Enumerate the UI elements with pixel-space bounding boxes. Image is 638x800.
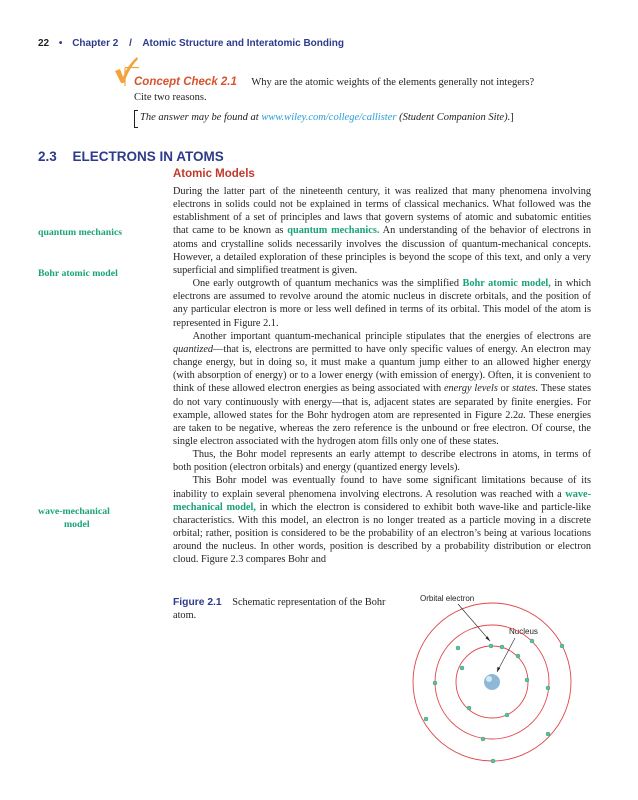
electron	[433, 681, 437, 685]
electron	[525, 678, 529, 682]
concept-check-answer	[140, 112, 514, 123]
p1-text-cont: An understanding of the behavior of electrons in atoms and crystalline solids necessarily involves the discussion of quantum-mechanical concepts. However, a detailed exploration of these principles is beyond the scope of this text, and only a very superficial and simplified treatment is given.	[173, 225, 592, 276]
keyword-quantum-mechanics: quantum mechanics.	[287, 225, 380, 237]
paragraph-3	[173, 330, 591, 448]
label-orbital-electron: Orbital electron	[420, 594, 475, 603]
p5-text: This Bohr model was eventually found to have some significant limitations because of its inability to explain several phenomena involving electrons. A resolution was reached with a	[173, 475, 591, 500]
nucleus-highlight	[486, 676, 492, 682]
electron	[546, 686, 550, 690]
answer-bracket-close: ]	[510, 112, 514, 123]
leader-nucleus	[497, 638, 515, 672]
term-energy-levels: energy levels	[443, 383, 498, 395]
p3-text-d: These states do not vary continuously with energy—that is, adjacent states are separated by finite energies. For example, allowed states for the Bohr hydrogen atom are represented in Figure 2.2	[173, 383, 591, 421]
header-separator: /	[129, 38, 132, 49]
margin-term-wave-line1: wave-mechanical	[38, 506, 110, 517]
bohr-atom-figure	[398, 588, 598, 798]
p1-text: During the latter part of the nineteenth century, it was realized that many phenomena involving electrons in solids could not be explained in terms of classical mechanics. What followed was the establishment of a set of principles and laws that govern systems of atomic and subatomic entities that came to be known as	[173, 186, 591, 237]
electron	[481, 737, 485, 741]
p2-text-cont: in which electrons are assumed to revolve around the atomic nucleus in discrete orbitals, and the position of any particular electron is more or less well defined in terms of its orbital. This model of the atom is represented in Figure 2.1.	[173, 278, 591, 329]
subsection-heading: Atomic Models	[173, 168, 255, 180]
margin-term-bohr-atomic-model: Bohr atomic model	[38, 268, 118, 279]
section-heading	[38, 149, 224, 164]
figure-caption-text: Schematic representation of the Bohr atom.	[173, 597, 386, 621]
keyword-wave-mechanical-model: wave-mechanical model,	[173, 488, 591, 513]
chapter-label: Chapter 2	[72, 38, 119, 49]
page-number: 22	[38, 38, 50, 49]
electron	[456, 646, 460, 650]
label-nucleus: Nucleus	[509, 627, 538, 636]
answer-link[interactable]: www.wiley.com/college/callister	[261, 112, 397, 123]
electron	[500, 645, 504, 649]
electron	[530, 639, 534, 643]
figure-caption	[173, 596, 388, 622]
term-quantized: quantized	[173, 343, 214, 355]
electron	[560, 644, 564, 648]
paragraph-5	[173, 474, 591, 566]
p3-text-c: or	[497, 383, 513, 395]
p3-text: Another important quantum-mechanical principle stipulates that the energies of electrons are	[192, 330, 591, 342]
figure-ref-2-2a: a.	[518, 409, 526, 421]
margin-term-quantum-mechanics: quantum mechanics	[38, 227, 123, 238]
electron	[546, 732, 550, 736]
electron	[489, 644, 493, 648]
keyword-bohr-atomic-model: Bohr atomic model,	[462, 278, 551, 290]
electron	[424, 717, 428, 721]
p3-text-e: These energies are taken to be negative, whereas the zero reference is the unbound or free electron. Of course, the single electron associated with the hydrogen atom fills only one of these states.	[173, 409, 592, 447]
p3-text-b: —that is, electrons are permitted to have only specific values of energy. An electron may change energy, but in doing so, it must make a quantum jump either to an allowed higher energy (with absorption of energy) or to a lower energy (with emission of energy). Often, it is convenient to think of these allowed electron energies as being associated with	[173, 343, 591, 395]
p5-text-cont: in which the electron is considered to exhibit both wave-like and particle-like characteristics. With this model, an electron is no longer treated as a particle moving in a discrete orbital; rather, position is considered to be the probability of an electron’s being at various locations around the nucleus. In other words, position is described by a probability distribution or electron cloud. Figure 2.3 compares Bohr and	[173, 501, 591, 566]
figure-label: Figure 2.1	[173, 597, 222, 608]
chapter-title: Atomic Structure and Interatomic Bonding	[142, 38, 344, 49]
nucleus	[484, 674, 500, 690]
answer-suffix: (Student Companion Site).	[399, 112, 511, 123]
concept-check-question-text: Why are the atomic weights of the elements generally not integers?	[251, 77, 535, 88]
header-bullet: •	[58, 38, 63, 49]
concept-check-box	[113, 56, 583, 130]
margin-term-wave-line2: model	[64, 519, 90, 531]
answer-bracket	[134, 110, 138, 128]
electron	[516, 654, 520, 658]
running-header	[38, 38, 344, 49]
paragraph-4: Thus, the Bohr model represents an early attempt to describe electrons in atoms, in terms of both position (electron orbitals) and energy (quantized energy levels).	[173, 449, 591, 474]
body-text	[173, 185, 591, 567]
electron	[467, 706, 471, 710]
section-title: ELECTRONS IN ATOMS	[72, 149, 224, 164]
concept-check-title: Concept Check 2.1	[134, 76, 237, 88]
paragraph-2	[173, 277, 591, 330]
concept-check-question	[134, 76, 534, 88]
p2-text: One early outgrowth of quantum mechanics was the simplified	[192, 278, 460, 290]
answer-prefix: The answer may be found at	[140, 112, 259, 123]
leader-orbital-electron	[458, 604, 490, 641]
term-states: states.	[512, 383, 539, 395]
paragraph-1	[173, 185, 591, 277]
concept-check-question-cont: Cite two reasons.	[134, 92, 207, 103]
section-number: 2.3	[38, 149, 57, 164]
electron	[505, 713, 509, 717]
arrowhead-nucleus	[497, 667, 500, 672]
margin-term-wave-mechanical-model	[38, 505, 166, 531]
electron	[460, 666, 464, 670]
electron	[491, 759, 495, 763]
